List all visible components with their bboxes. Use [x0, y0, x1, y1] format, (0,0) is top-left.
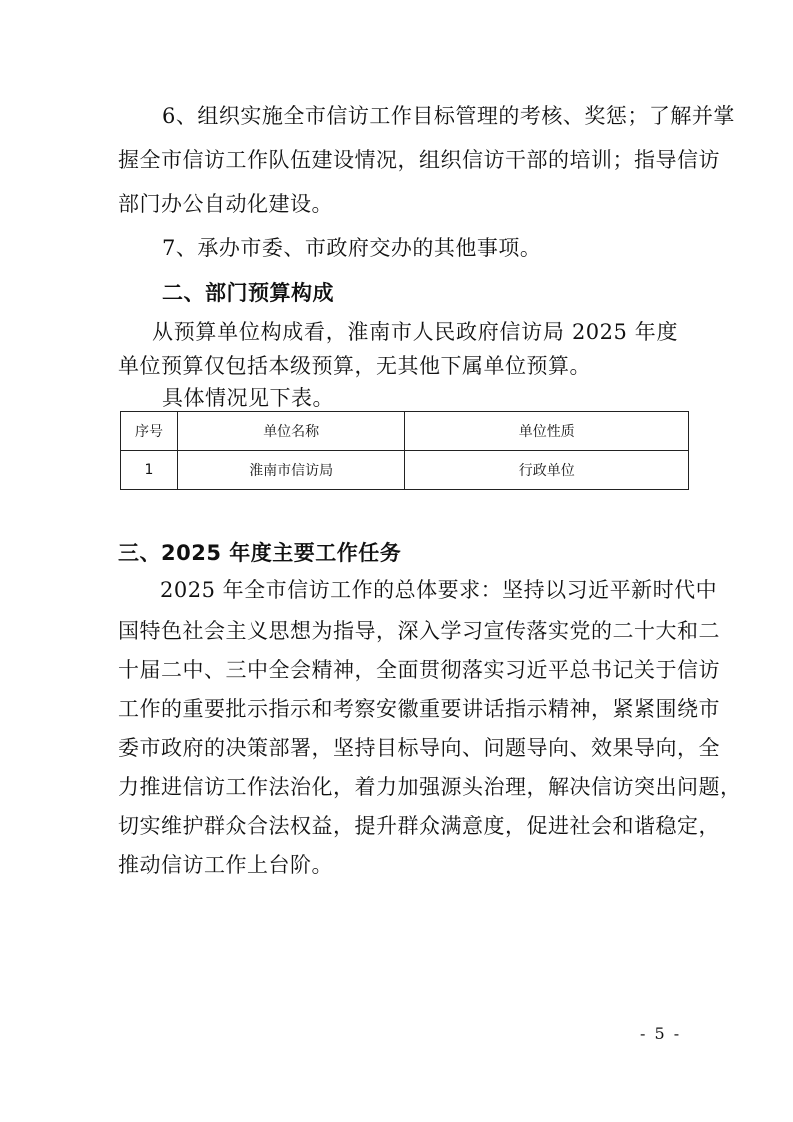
section-3-body-line-8: 推动信访工作上台阶。 — [118, 853, 333, 877]
budget-units-table — [120, 411, 689, 490]
section-3-body-line-7: 切实维护群众合法权益，提升群众满意度，促进社会和谐稳定， — [118, 814, 720, 838]
section-2-body-line-2: 单位预算仅包括本级预算，无其他下属单位预算。 — [118, 354, 591, 378]
table-intro: 具体情况见下表。 — [162, 386, 334, 410]
cell-index: 1 — [121, 451, 178, 490]
section-3-body-line-6: 力推进信访工作法治化，着力加强源头治理，解决信访突出问题， — [118, 775, 742, 799]
table-row — [121, 451, 689, 490]
section-3-body-line-3: 十届二中、三中全会精神，全面贯彻落实习近平总书记关于信访 — [118, 658, 720, 682]
header-unit-type: 单位性质 — [405, 412, 689, 451]
cell-unit-type: 行政单位 — [405, 451, 689, 490]
section-3-body-line-4: 工作的重要批示指示和考察安徽重要讲话指示精神，紧紧围绕市 — [118, 697, 720, 721]
section-2-body-line-1: 从预算单位构成看，淮南市人民政府信访局 2025 年度 — [152, 320, 678, 344]
page-number: - 5 - — [640, 1024, 682, 1043]
header-unit-name: 单位名称 — [177, 412, 405, 451]
section-3-heading: 三、2025 年度主要工作任务 — [118, 541, 402, 565]
section-3-body-line-5: 委市政府的决策部署，坚持目标导向、问题导向、效果导向，全 — [118, 736, 720, 760]
section-3-body-line-2: 国特色社会主义思想为指导，深入学习宣传落实党的二十大和二 — [118, 619, 720, 643]
paragraph-7: 7、承办市委、市政府交办的其他事项。 — [162, 236, 542, 260]
section-2-heading: 二、部门预算构成 — [162, 281, 334, 305]
header-index: 序号 — [121, 412, 178, 451]
paragraph-6-line-1: 6、组织实施全市信访工作目标管理的考核、奖惩；了解并掌 — [162, 104, 735, 128]
paragraph-6-line-3: 部门办公自动化建设。 — [118, 192, 333, 216]
section-3-body-line-1: 2025 年全市信访工作的总体要求：坚持以习近平新时代中 — [160, 578, 718, 602]
table-header-row — [121, 412, 689, 451]
paragraph-6-line-2: 握全市信访工作队伍建设情况，组织信访干部的培训；指导信访 — [118, 148, 720, 172]
cell-unit-name: 淮南市信访局 — [177, 451, 405, 490]
